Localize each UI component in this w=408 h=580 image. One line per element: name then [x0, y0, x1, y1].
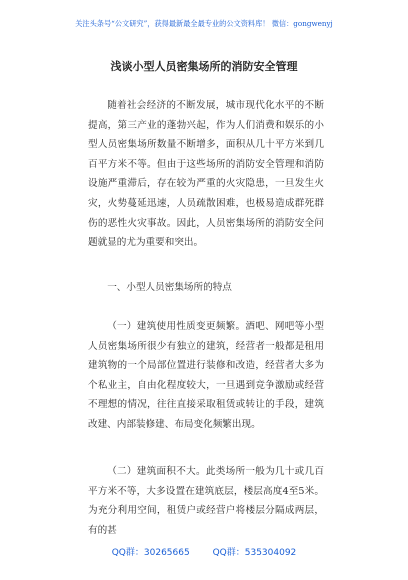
- footer: [0, 545, 408, 558]
- intro-paragraph: 随着社会经济的不断发展，城市现代化水平的不断提高，第三产业的蓬勃兴起，作为人们消费和娱乐的小型人员密集场所数量不断增多，面积从几十平方米到几百平方米不等。但由于这些场所的消防安全管理和消防设施严重滞后，存在较为严重的火灾隐患，一旦发生火灾，火势蔓延迅速，人员疏散困难，也极易造成群死群伤的恶性火灾事故。因此，人员密集场所的消防安全问题就显的尤为重要和突出。: [88, 100, 324, 249]
- document-title: 浅谈小型人员密集场所的消防安全管理: [110, 60, 298, 73]
- point-one-paragraph: （一）建筑使用性质变更频繁。酒吧、网吧等小型人员密集场所很少有独立的建筑，经营者一般都是租用建筑物的一个局部位置进行装修和改造，经营者大多为个私业主，自由化程度较大，一旦遇到竞争激励或经营不理想的情况，往往直接采取租赁或转让的手段，建筑改建、内部装修建、布局变化频繁出现。: [88, 321, 324, 430]
- footer-qq-group-1: QQ群：30265665: [111, 548, 190, 558]
- point-two-paragraph: （二）建筑面积不大。此类场所一般为几十或几百平方米不等，大多设置在建筑底层，楼层高度4至5米。为充分利用空间，租赁户或经营户将楼层分隔成两层，有的甚: [88, 466, 324, 536]
- section-heading: 一、小型人员密集场所的特点: [107, 282, 232, 293]
- top-banner: 关注头条号“公文研究”，获得最新最全最专业的公文资料库！ 微信：gongwenyj: [75, 19, 333, 28]
- footer-qq-group-2: QQ群：535304092: [212, 548, 297, 558]
